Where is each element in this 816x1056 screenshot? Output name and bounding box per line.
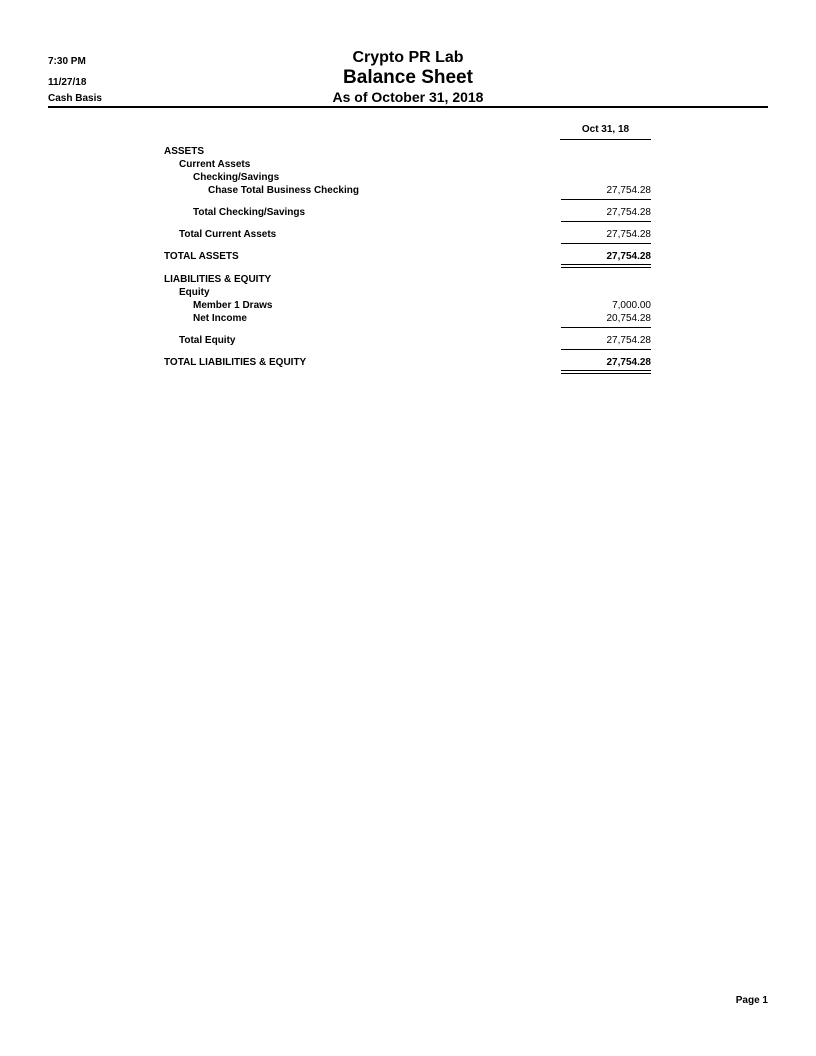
account-label: Chase Total Business Checking (208, 185, 359, 196)
subtotal-rule (561, 221, 651, 222)
subtotal-rule (561, 327, 651, 328)
total-label: Total Current Assets (179, 229, 277, 240)
grand-total-double-rule (561, 370, 651, 374)
total-row-assets (0, 251, 816, 264)
account-row-member-draws (0, 300, 816, 313)
report-date: 11/27/18 (48, 77, 87, 88)
grand-total-double-rule (561, 264, 651, 268)
header-divider (48, 106, 768, 108)
total-row-checking-savings (0, 207, 816, 220)
total-row-current-assets (0, 229, 816, 242)
total-amount: 27,754.28 (606, 335, 651, 346)
account-amount: 7,000.00 (612, 300, 651, 311)
grand-total-amount: 27,754.28 (606, 357, 651, 368)
section-liabilities-equity (0, 274, 816, 287)
account-row-chase-checking (0, 185, 816, 198)
section-label: ASSETS (164, 146, 205, 157)
group-equity (0, 287, 816, 300)
group-label: Equity (179, 287, 210, 298)
total-row-liabilities-equity (0, 357, 816, 370)
subtotal-rule (561, 199, 651, 200)
subtotal-rule (561, 349, 651, 350)
column-header-date: Oct 31, 18 (560, 124, 651, 140)
report-title: Balance Sheet (343, 67, 473, 88)
total-row-equity (0, 335, 816, 348)
page-number: Page 1 (735, 995, 768, 1006)
report-time: 7:30 PM (48, 56, 86, 67)
group-label: Current Assets (179, 159, 251, 170)
group-checking-savings (0, 172, 816, 185)
company-name: Crypto PR Lab (352, 49, 464, 66)
subtotal-rule (561, 243, 651, 244)
grand-total-amount: 27,754.28 (606, 251, 651, 262)
account-label: Member 1 Draws (193, 300, 273, 311)
account-amount: 27,754.28 (606, 185, 651, 196)
account-amount: 20,754.28 (606, 313, 651, 324)
section-assets (0, 146, 816, 159)
report-basis: Cash Basis (48, 93, 102, 104)
grand-total-label: TOTAL ASSETS (164, 251, 239, 262)
report-as-of-date: As of October 31, 2018 (332, 89, 484, 105)
group-current-assets (0, 159, 816, 172)
total-label: Total Checking/Savings (193, 207, 306, 218)
total-amount: 27,754.28 (606, 207, 651, 218)
total-label: Total Equity (179, 335, 236, 346)
grand-total-label: TOTAL LIABILITIES & EQUITY (164, 357, 307, 368)
account-row-net-income (0, 313, 816, 326)
group-label: Checking/Savings (193, 172, 280, 183)
account-label: Net Income (193, 313, 247, 324)
total-amount: 27,754.28 (606, 229, 651, 240)
section-label: LIABILITIES & EQUITY (164, 274, 272, 285)
